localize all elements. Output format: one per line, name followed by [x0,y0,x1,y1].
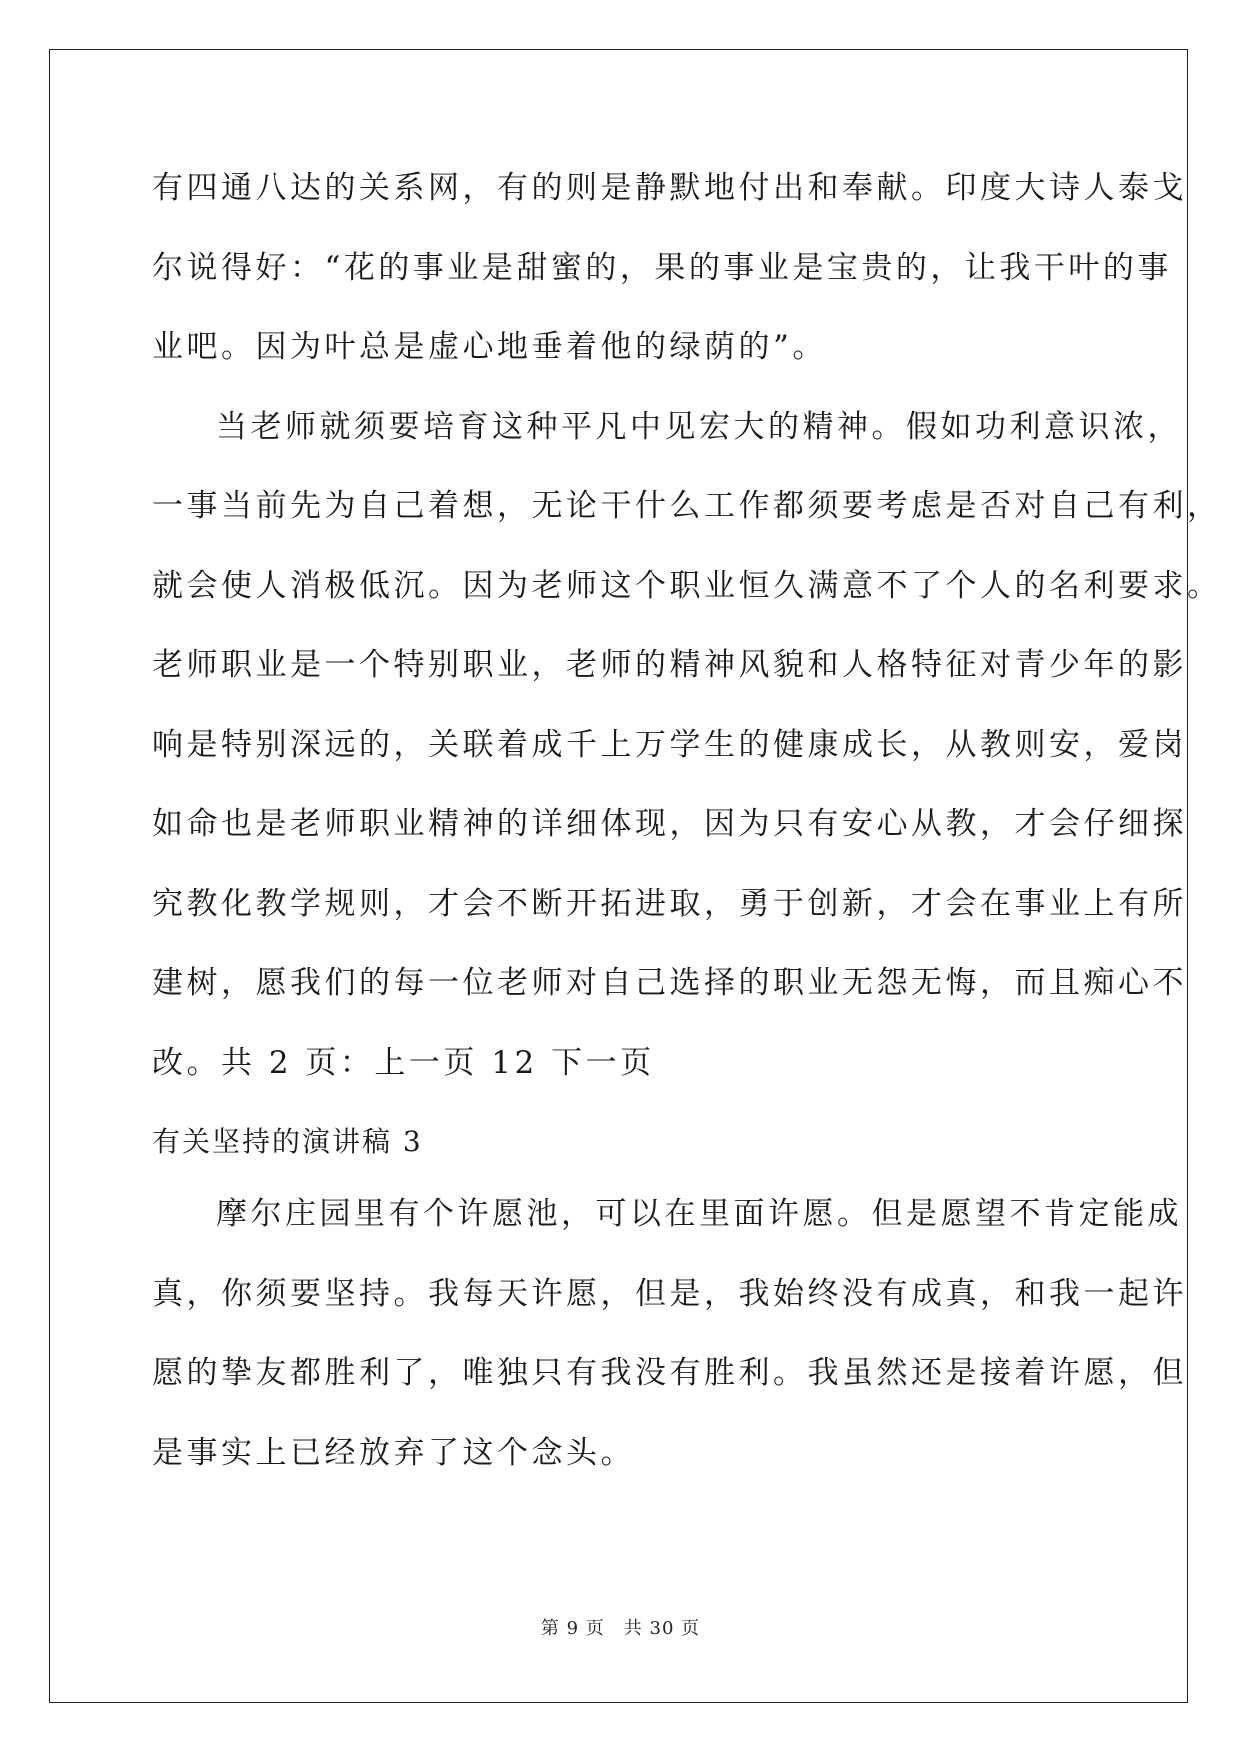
text-line: 是事实上已经放弃了这个念头。 [152,1434,635,1471]
text-line: 如命也是老师职业精神的详细体现，因为只有安心从教，才会仔细探 [152,806,1187,842]
text-line: 摩尔庄园里有个许愿池，可以在里面许愿。但是愿望不肯定能成 [216,1196,1182,1232]
text-line: 老师职业是一个特别职业，老师的精神风貌和人格特征对青少年的影 [152,647,1187,683]
text-line: 当老师就须要培育这种平凡中见宏大的精神。假如功利意识浓， [216,408,1182,445]
text-line: 愿的挚友都胜利了，唯独只有我没有胜利。我虽然还是接着许愿，但 [152,1355,1187,1391]
text-line: 业吧。因为叶总是虚心地垂着他的绿荫的”。 [152,329,827,365]
text-line: 一事当前先为自己着想，无论干什么工作都须要考虑是否对自己有利， [152,488,1222,524]
text-line: 尔说得好：“花的事业是甜蜜的，果的事业是宝贵的，让我干叶的事 [152,249,1172,286]
text-line: 建树，愿我们的每一位老师对自己选择的职业无怨无悔，而且痴心不 [152,965,1187,1001]
text-line: 究教化教学规则，才会不断开拓进取，勇于创新，才会在事业上有所 [152,885,1187,922]
document-body [152,160,1222,1504]
page-footer: 第 9 页 共 30 页 [540,1618,701,1639]
text-line: 有四通八达的关系网，有的则是静默地付出和奉献。印度大诗人泰戈 [152,170,1187,206]
text-line: 真，你须要坚持。我每天许愿，但是，我始终没有成真，和我一起许 [152,1275,1187,1312]
section-heading: 有关坚持的演讲稿 3 [152,1125,423,1158]
paragraph-block-1 [152,160,1222,1114]
text-line: 就会使人消极低沉。因为老师这个职业恒久满意不了个人的名利要求。 [152,567,1222,604]
text-line: 改。共 2 页：上一页 12 下一页 [152,1044,655,1081]
paragraph-block-2 [152,1186,1187,1504]
text-line: 响是特别深远的，关联着成千上万学生的健康成长，从教则安，爱岗 [152,726,1187,763]
